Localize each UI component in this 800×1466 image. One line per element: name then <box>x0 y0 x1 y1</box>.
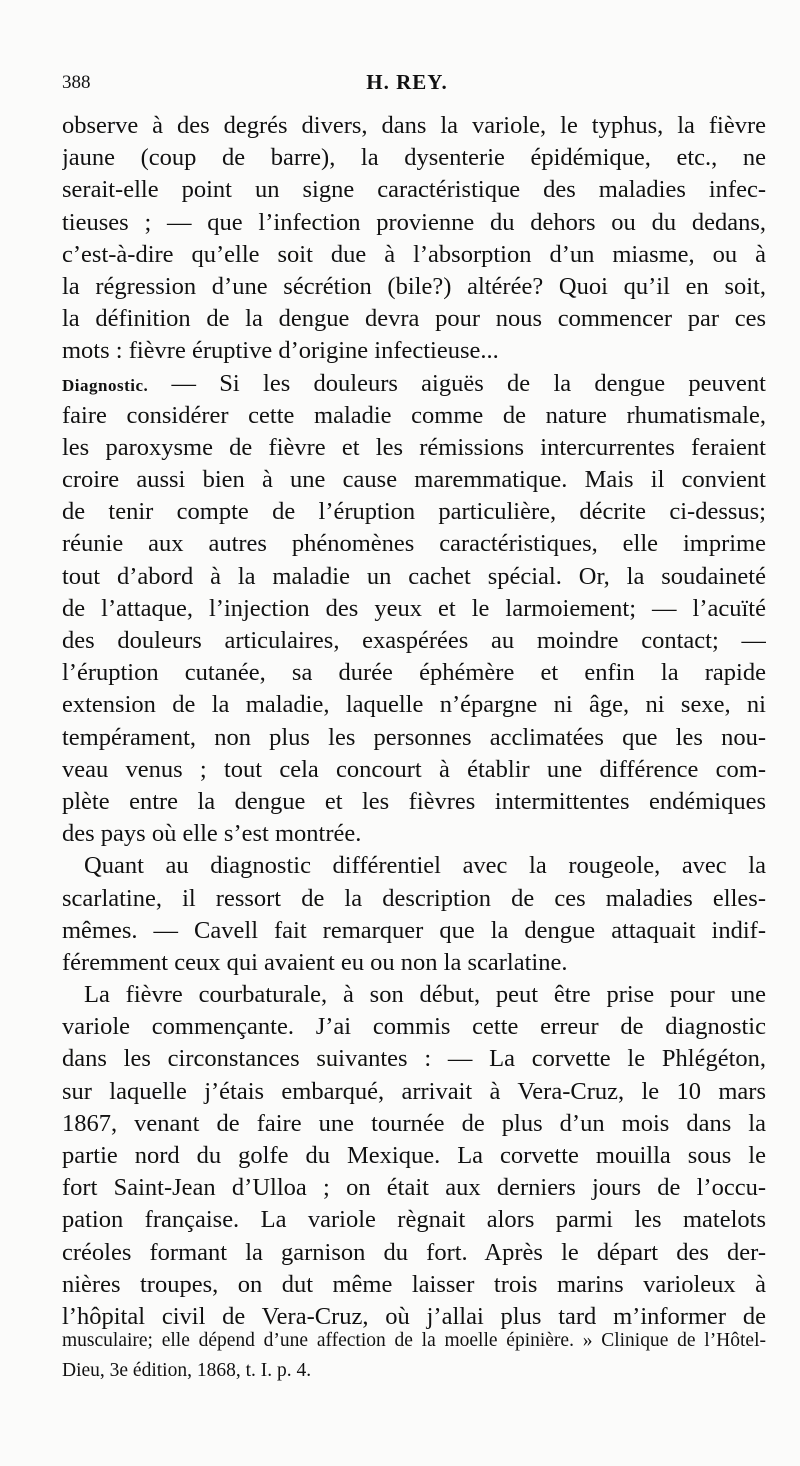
text-line: observe à des degrés divers, dans la variole, le typhus, la fièvre <box>62 112 766 139</box>
text-line: — Si les douleurs aiguës de la dengue peuvent <box>171 369 766 397</box>
text-line: mots : fièvre éruptive d’origine infectieuse... <box>62 337 499 365</box>
main-text <box>62 110 766 1333</box>
footnote-line: musculaire; elle dépend d’une affection de la moelle épinière. » Clinique de l’Hôtel- <box>62 1330 766 1351</box>
diagnostic-line <box>62 368 766 400</box>
text-line: de tenir compte de l’éruption particulière, décrite ci-dessus; <box>62 498 766 526</box>
text-line: pation française. La variole règnait alors parmi les matelots <box>62 1206 766 1234</box>
page-number: 388 <box>62 72 91 93</box>
text-line: la régression d’une sécrétion (bile?) altérée? Quoi qu’il en soit, <box>62 272 766 300</box>
text-line: partie nord du golfe du Mexique. La corvette mouilla sous le <box>62 1142 766 1169</box>
running-head <box>62 70 752 98</box>
text-line: La fièvre courbaturale, à son début, peut être prise pour une <box>84 981 766 1009</box>
text-line: plète entre la dengue et les fièvres intermittentes endémiques <box>62 787 766 815</box>
text-line: créoles formant la garnison du fort. Après le départ des der- <box>62 1238 766 1266</box>
text-line: tout d’abord à la maladie un cachet spécial. Or, la soudaineté <box>62 562 766 590</box>
text-line: sur laquelle j’étais embarqué, arrivait à Vera-Cruz, le 10 mars <box>62 1077 766 1105</box>
footnote <box>62 1326 766 1386</box>
text-line: dans les circonstances suivantes : — La corvette le Phlégéton, <box>62 1045 766 1073</box>
text-line: des pays où elle s’est montrée. <box>62 820 362 848</box>
text-line: l’éruption cutanée, sa durée éphémère et enfin la rapide <box>62 659 766 687</box>
text-line: de l’attaque, l’injection des yeux et le larmoiement; — l’acuïté <box>62 594 766 622</box>
running-title: H. REY. <box>366 70 448 94</box>
text-line: extension de la maladie, laquelle n’épargne ni âge, ni sexe, ni <box>62 691 766 719</box>
text-line: les paroxysme de fièvre et les rémissions intercurrentes feraient <box>62 433 766 461</box>
text-line: nières troupes, on dut même laisser trois marins varioleux à <box>62 1270 766 1298</box>
text-line: Quant au diagnostic différentiel avec la rougeole, avec la <box>84 852 766 880</box>
text-line: faire considérer cette maladie comme de nature rhumatismale, <box>62 401 766 429</box>
text-line: scarlatine, il ressort de la description de ces maladies elles- <box>62 884 766 912</box>
text-line: féremment ceux qui avaient eu ou non la scarlatine. <box>62 948 568 976</box>
text-line: tieuses ; — que l’infection provienne du dehors ou du dedans, <box>62 208 766 236</box>
text-line: croire aussi bien à une cause maremmatique. Mais il convient <box>62 466 766 494</box>
text-line: serait-elle point un signe caractéristique des maladies infec- <box>62 176 766 204</box>
text-line: l’hôpital civil de Vera-Cruz, où j’allai plus tard m’informer de <box>62 1302 766 1330</box>
text-line: jaune (coup de barre), la dysenterie épidémique, etc., ne <box>62 144 766 172</box>
footnote-line: Dieu, 3e édition, 1868, t. I. p. 4. <box>62 1360 312 1381</box>
text-line: tempérament, non plus les personnes acclimatées que les nou- <box>62 723 766 751</box>
text-line: réunie aux autres phénomènes caractéristiques, elle imprime <box>62 530 766 558</box>
text-line: c’est-à-dire qu’elle soit due à l’absorption d’un miasme, ou à <box>62 240 766 268</box>
text-line: fort Saint-Jean d’Ulloa ; on était aux derniers jours de l’occu- <box>62 1174 766 1202</box>
text-line: variole commençante. J’ai commis cette erreur de diagnostic <box>62 1013 766 1041</box>
text-line: la définition de la dengue devra pour nous commencer par ces <box>62 305 766 333</box>
side-heading: Diagnostic. <box>62 375 149 395</box>
text-line: 1867, venant de faire une tournée de plus d’un mois dans la <box>62 1109 766 1137</box>
text-line: mêmes. — Cavell fait remarquer que la dengue attaquait indif- <box>62 916 766 944</box>
text-line: veau venus ; tout cela concourt à établir une différence com- <box>62 755 766 783</box>
text-line: des douleurs articulaires, exaspérées au moindre contact; — <box>62 627 766 654</box>
